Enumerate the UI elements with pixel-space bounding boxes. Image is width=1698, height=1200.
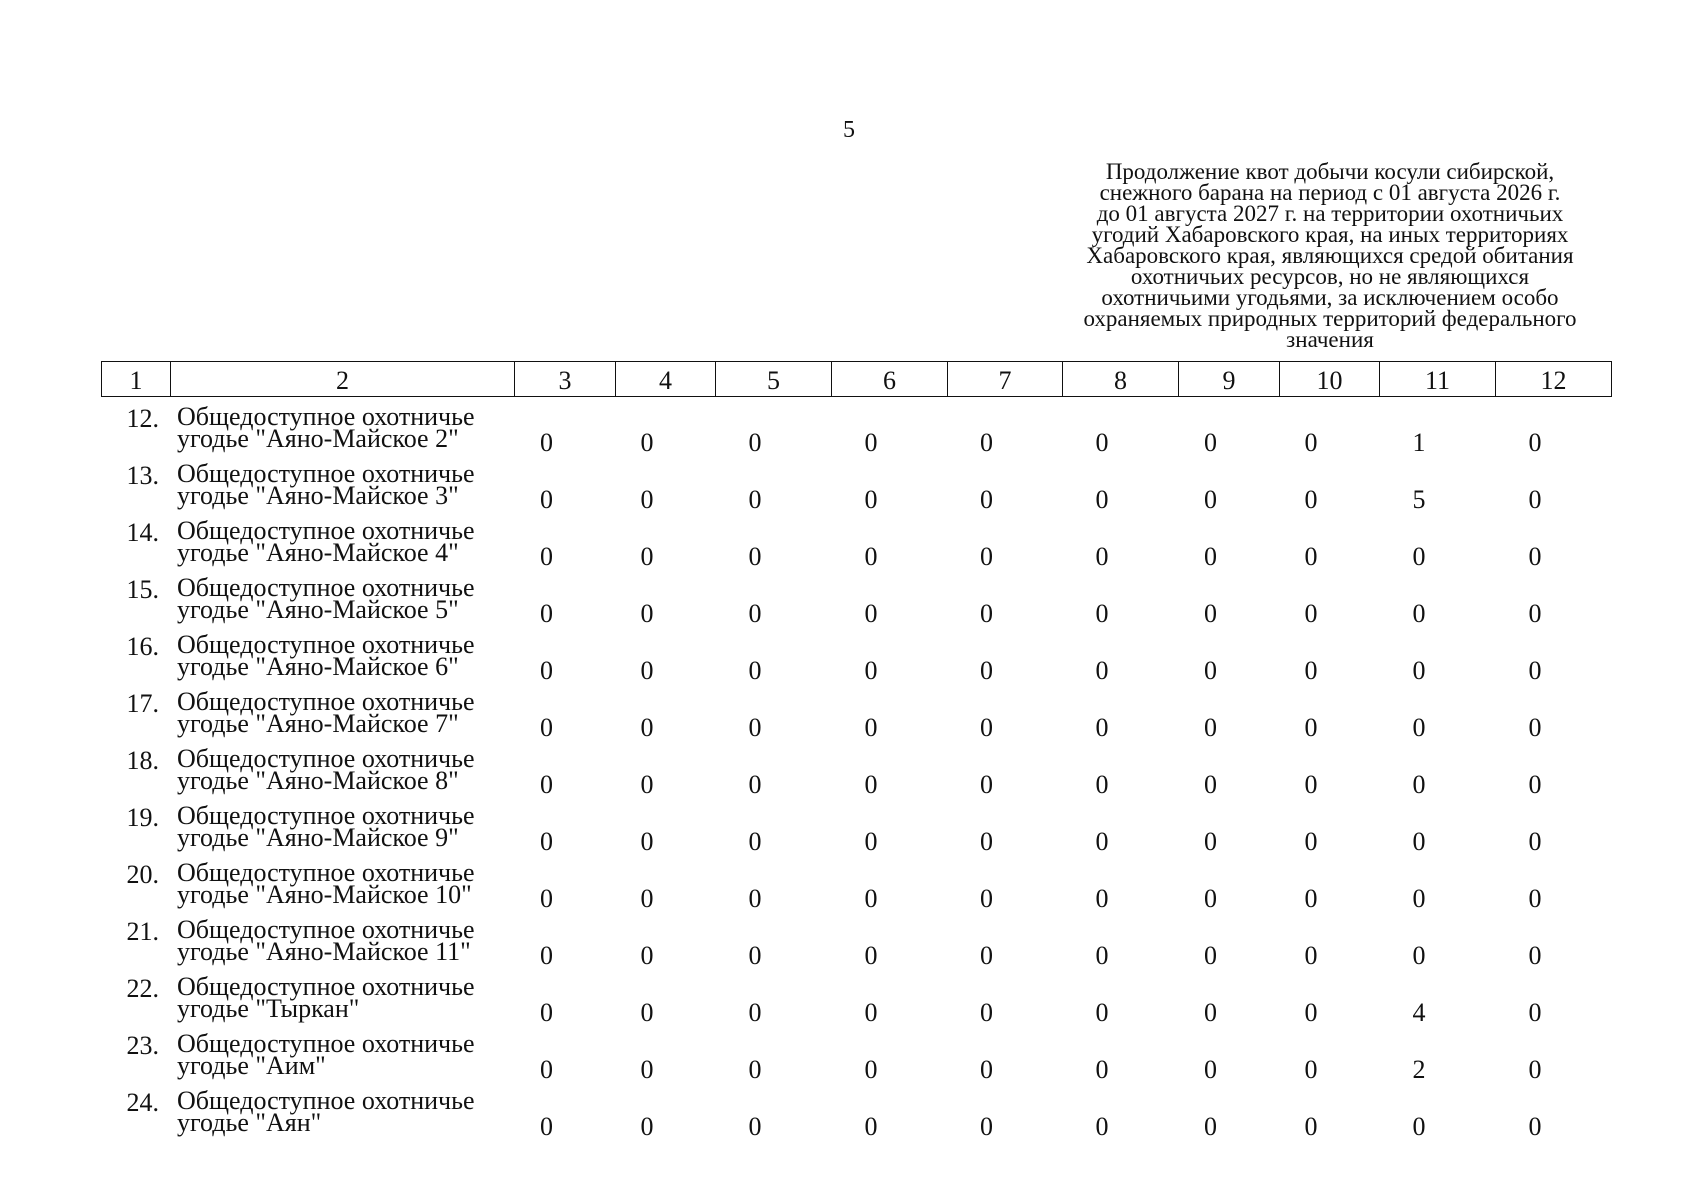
quota-value-col-12: 0	[1528, 656, 1542, 685]
quota-value-col-3: 0	[540, 941, 553, 970]
hunting-ground-name	[159, 630, 496, 681]
name-line-1: Общедоступное охотничье	[177, 1086, 475, 1115]
quota-value-col-5: 0	[748, 713, 762, 742]
quota-value-col-12: 0	[1528, 485, 1542, 514]
row-number: 17.	[126, 689, 159, 718]
hunting-ground-name	[159, 915, 496, 966]
quota-value-col-4: 0	[640, 998, 654, 1027]
quota-value-col-12: 0	[1528, 713, 1542, 742]
quota-value-col-5: 0	[748, 941, 762, 970]
column-header-9: 9	[1179, 362, 1280, 397]
table-row	[101, 744, 1611, 801]
quota-value-col-5: 0	[748, 998, 762, 1027]
name-line-2: угодье "Аяно-Майское 7"	[177, 709, 459, 738]
quota-value-col-4: 0	[640, 1112, 654, 1141]
hunting-ground-name	[159, 402, 496, 453]
quota-value-col-10: 0	[1304, 827, 1318, 856]
column-header-7: 7	[948, 362, 1063, 397]
quota-value-col-6: 0	[864, 542, 878, 571]
row-number: 23.	[126, 1031, 159, 1060]
row-number: 14.	[126, 518, 159, 547]
quota-value-col-4: 0	[640, 713, 654, 742]
quota-value-col-3: 0	[540, 713, 553, 742]
quota-value-col-4: 0	[640, 485, 654, 514]
quota-value-col-3: 0	[540, 1112, 553, 1141]
quota-value-col-4: 0	[640, 827, 654, 856]
quota-value-col-10: 0	[1304, 713, 1318, 742]
quota-value-col-9: 0	[1204, 485, 1217, 514]
quota-value-col-5: 0	[748, 656, 762, 685]
quota-value-col-12: 0	[1528, 428, 1542, 457]
hunting-ground-name	[159, 459, 496, 510]
row-number: 12.	[126, 404, 159, 433]
quota-value-col-6: 0	[864, 770, 878, 799]
quota-value-col-8: 0	[1095, 770, 1109, 799]
heading-line: Продолжение квот добычи косули сибирской,	[1105, 159, 1555, 184]
hunting-ground-name	[159, 972, 496, 1023]
quota-value-col-6: 0	[864, 428, 878, 457]
name-line-1: Общедоступное охотничье	[177, 573, 475, 602]
name-line-1: Общедоступное охотничье	[177, 972, 475, 1001]
quota-value-col-9: 0	[1204, 542, 1217, 571]
quota-value-col-3: 0	[540, 884, 553, 913]
name-line-2: угодье "Аяно-Майское 2"	[177, 424, 459, 453]
quota-value-col-5: 0	[748, 770, 762, 799]
quota-value-col-11: 0	[1412, 599, 1426, 628]
name-line-1: Общедоступное охотничье	[177, 687, 475, 716]
quota-value-col-9: 0	[1204, 713, 1217, 742]
quota-value-col-6: 0	[864, 941, 878, 970]
quota-value-col-12: 0	[1528, 770, 1542, 799]
quota-value-col-5: 0	[748, 599, 762, 628]
quota-value-col-3: 0	[540, 827, 553, 856]
quota-value-col-12: 0	[1528, 827, 1542, 856]
name-line-1: Общедоступное охотничье	[177, 858, 475, 887]
quota-value-col-7: 0	[980, 428, 993, 457]
quota-value-col-6: 0	[864, 1112, 878, 1141]
name-line-2: угодье "Тыркан"	[177, 994, 360, 1023]
quota-value-col-6: 0	[864, 827, 878, 856]
quota-value-col-11: 0	[1412, 827, 1426, 856]
quota-value-col-6: 0	[864, 998, 878, 1027]
hunting-ground-name	[159, 573, 496, 624]
name-line-1: Общедоступное охотничье	[177, 459, 475, 488]
quota-value-col-8: 0	[1095, 827, 1109, 856]
table-row	[101, 687, 1611, 744]
quota-value-col-10: 0	[1304, 428, 1318, 457]
quota-value-col-10: 0	[1304, 884, 1318, 913]
quota-value-col-3: 0	[540, 428, 553, 457]
quota-value-col-8: 0	[1095, 884, 1109, 913]
column-header-11: 11	[1380, 362, 1496, 397]
name-line-1: Общедоступное охотничье	[177, 402, 475, 431]
quota-value-col-10: 0	[1304, 485, 1318, 514]
column-header-12: 12	[1496, 362, 1612, 397]
heading-line: снежного барана на период с 01 августа 2026 г.	[1099, 180, 1561, 205]
name-line-2: угодье "Аяно-Майское 8"	[177, 766, 459, 795]
name-line-1: Общедоступное охотничье	[177, 801, 475, 830]
table-row	[101, 801, 1611, 858]
quota-value-col-3: 0	[540, 1055, 553, 1084]
heading-line: Хабаровского края, являющихся средой обитания	[1086, 243, 1574, 268]
quota-value-col-7: 0	[980, 827, 993, 856]
quota-value-col-3: 0	[540, 770, 553, 799]
quota-value-col-11: 0	[1412, 713, 1426, 742]
quota-value-col-9: 0	[1204, 428, 1217, 457]
quota-value-col-7: 0	[980, 599, 993, 628]
quota-value-col-11: 0	[1412, 656, 1426, 685]
quota-value-col-12: 0	[1528, 1112, 1542, 1141]
quota-value-col-12: 0	[1528, 941, 1542, 970]
row-number: 18.	[126, 746, 159, 775]
quota-value-col-6: 0	[864, 1055, 878, 1084]
column-header-3: 3	[515, 362, 616, 397]
name-line-1: Общедоступное охотничье	[177, 915, 475, 944]
quota-value-col-10: 0	[1304, 1112, 1318, 1141]
hunting-ground-name	[159, 1086, 496, 1137]
heading-line: охраняемых природных территорий федерального	[1083, 306, 1577, 331]
quota-value-col-9: 0	[1204, 827, 1217, 856]
heading-line: до 01 августа 2027 г. на территории охотничьих	[1096, 201, 1564, 226]
quota-value-col-3: 0	[540, 656, 553, 685]
quota-value-col-5: 0	[748, 1055, 762, 1084]
quota-value-col-7: 0	[980, 998, 993, 1027]
name-line-2: угодье "Аян"	[177, 1108, 322, 1137]
name-line-2: угодье "Аяно-Майское 6"	[177, 652, 459, 681]
quota-value-col-6: 0	[864, 656, 878, 685]
quota-value-col-7: 0	[980, 941, 993, 970]
name-line-2: угодье "Аим"	[177, 1051, 326, 1080]
heading-line: охотничьими угодьями, за исключением особо	[1101, 285, 1559, 310]
quota-value-col-8: 0	[1095, 998, 1109, 1027]
quota-value-col-3: 0	[540, 599, 553, 628]
quota-value-col-8: 0	[1095, 1112, 1109, 1141]
name-line-2: угодье "Аяно-Майское 4"	[177, 538, 459, 567]
quota-value-col-4: 0	[640, 884, 654, 913]
quota-value-col-5: 0	[748, 542, 762, 571]
column-header-10: 10	[1280, 362, 1380, 397]
row-number: 15.	[126, 575, 159, 604]
quota-value-col-11: 4	[1412, 998, 1426, 1027]
name-line-1: Общедоступное охотничье	[177, 630, 475, 659]
quota-value-col-8: 0	[1095, 542, 1109, 571]
quota-value-col-4: 0	[640, 599, 654, 628]
quota-value-col-10: 0	[1304, 1055, 1318, 1084]
quota-value-col-9: 0	[1204, 998, 1217, 1027]
quota-value-col-4: 0	[640, 428, 654, 457]
quota-value-col-8: 0	[1095, 599, 1109, 628]
table-row	[101, 402, 1611, 459]
hunting-ground-name	[159, 687, 496, 738]
quota-value-col-9: 0	[1204, 599, 1217, 628]
table-row	[101, 1086, 1611, 1143]
name-line-2: угодье "Аяно-Майское 9"	[177, 823, 459, 852]
quota-value-col-8: 0	[1095, 428, 1109, 457]
document-heading	[1060, 161, 1600, 350]
quota-value-col-10: 0	[1304, 770, 1318, 799]
quota-value-col-4: 0	[640, 1055, 654, 1084]
quota-value-col-8: 0	[1095, 713, 1109, 742]
quota-value-col-6: 0	[864, 713, 878, 742]
table-row	[101, 573, 1611, 630]
row-number: 24.	[126, 1088, 159, 1117]
quota-value-col-11: 0	[1412, 884, 1426, 913]
quota-value-col-4: 0	[640, 656, 654, 685]
quota-value-col-3: 0	[540, 998, 553, 1027]
quota-value-col-10: 0	[1304, 941, 1318, 970]
table-row	[101, 516, 1611, 573]
quota-value-col-7: 0	[980, 713, 993, 742]
quota-value-col-7: 0	[980, 770, 993, 799]
quota-value-col-5: 0	[748, 884, 762, 913]
quota-value-col-12: 0	[1528, 884, 1542, 913]
heading-line: охотничьих ресурсов, но не являющихся	[1130, 264, 1530, 289]
column-header-8: 8	[1063, 362, 1179, 397]
quota-value-col-5: 0	[748, 1112, 762, 1141]
quota-value-col-11: 5	[1412, 485, 1426, 514]
page-number: 5	[843, 117, 855, 143]
quota-value-col-6: 0	[864, 884, 878, 913]
quota-value-col-8: 0	[1095, 941, 1109, 970]
quota-value-col-5: 0	[748, 428, 762, 457]
heading-line: значения	[1286, 327, 1374, 352]
quota-value-col-10: 0	[1304, 656, 1318, 685]
quota-value-col-7: 0	[980, 1055, 993, 1084]
column-header-6: 6	[832, 362, 948, 397]
quota-value-col-7: 0	[980, 884, 993, 913]
table-row	[101, 858, 1611, 915]
quota-value-col-8: 0	[1095, 656, 1109, 685]
column-header-5: 5	[716, 362, 832, 397]
quota-value-col-9: 0	[1204, 1055, 1217, 1084]
quota-value-col-9: 0	[1204, 656, 1217, 685]
row-number: 16.	[126, 632, 159, 661]
quota-value-col-9: 0	[1204, 941, 1217, 970]
quota-value-col-3: 0	[540, 542, 553, 571]
quota-value-col-9: 0	[1204, 884, 1217, 913]
quota-value-col-10: 0	[1304, 998, 1318, 1027]
name-line-2: угодье "Аяно-Майское 3"	[177, 481, 459, 510]
quota-value-col-12: 0	[1528, 542, 1542, 571]
quota-value-col-4: 0	[640, 770, 654, 799]
quota-value-col-11: 2	[1412, 1055, 1426, 1084]
quota-value-col-5: 0	[748, 827, 762, 856]
column-header-4: 4	[616, 362, 716, 397]
table-row	[101, 630, 1611, 687]
quota-value-col-5: 0	[748, 485, 762, 514]
quota-value-col-10: 0	[1304, 599, 1318, 628]
quota-value-col-9: 0	[1204, 770, 1217, 799]
quota-value-col-7: 0	[980, 656, 993, 685]
name-line-1: Общедоступное охотничье	[177, 1029, 475, 1058]
row-number: 21.	[126, 917, 159, 946]
quota-value-col-11: 0	[1412, 770, 1426, 799]
quota-value-col-11: 0	[1412, 1112, 1426, 1141]
quota-value-col-6: 0	[864, 599, 878, 628]
name-line-2: угодье "Аяно-Майское 5"	[177, 595, 459, 624]
quota-value-col-4: 0	[640, 542, 654, 571]
name-line-2: угодье "Аяно-Майское 11"	[177, 937, 471, 966]
hunting-ground-name	[159, 858, 496, 909]
table-row	[101, 459, 1611, 516]
quota-value-col-12: 0	[1528, 1055, 1542, 1084]
table-row	[101, 1029, 1611, 1086]
quota-value-col-8: 0	[1095, 1055, 1109, 1084]
row-number: 20.	[126, 860, 159, 889]
quota-table-body	[101, 402, 1611, 1143]
quota-value-col-12: 0	[1528, 599, 1542, 628]
hunting-ground-name	[159, 516, 496, 567]
quota-value-col-4: 0	[640, 941, 654, 970]
name-line-2: угодье "Аяно-Майское 10"	[177, 880, 472, 909]
name-line-1: Общедоступное охотничье	[177, 516, 475, 545]
hunting-ground-name	[159, 1029, 496, 1080]
row-number: 13.	[126, 461, 159, 490]
quota-value-col-11: 1	[1412, 428, 1426, 457]
row-number: 22.	[126, 974, 159, 1003]
hunting-ground-name	[159, 744, 496, 795]
table-row	[101, 972, 1611, 1029]
quota-value-col-10: 0	[1304, 542, 1318, 571]
table-row	[101, 915, 1611, 972]
quota-value-col-6: 0	[864, 485, 878, 514]
column-header-1: 1	[102, 362, 171, 397]
quota-value-col-11: 0	[1412, 542, 1426, 571]
hunting-ground-name	[159, 801, 496, 852]
quota-value-col-8: 0	[1095, 485, 1109, 514]
quota-value-col-3: 0	[540, 485, 553, 514]
heading-line: угодий Хабаровского края, на иных территориях	[1091, 222, 1569, 247]
quota-value-col-9: 0	[1204, 1112, 1217, 1141]
row-number: 19.	[126, 803, 159, 832]
quota-value-col-12: 0	[1528, 998, 1542, 1027]
quota-value-col-11: 0	[1412, 941, 1426, 970]
quota-value-col-7: 0	[980, 485, 993, 514]
quota-value-col-7: 0	[980, 542, 993, 571]
column-header-2: 2	[171, 362, 515, 397]
quota-value-col-7: 0	[980, 1112, 993, 1141]
name-line-1: Общедоступное охотничье	[177, 744, 475, 773]
column-number-header	[101, 361, 1612, 397]
